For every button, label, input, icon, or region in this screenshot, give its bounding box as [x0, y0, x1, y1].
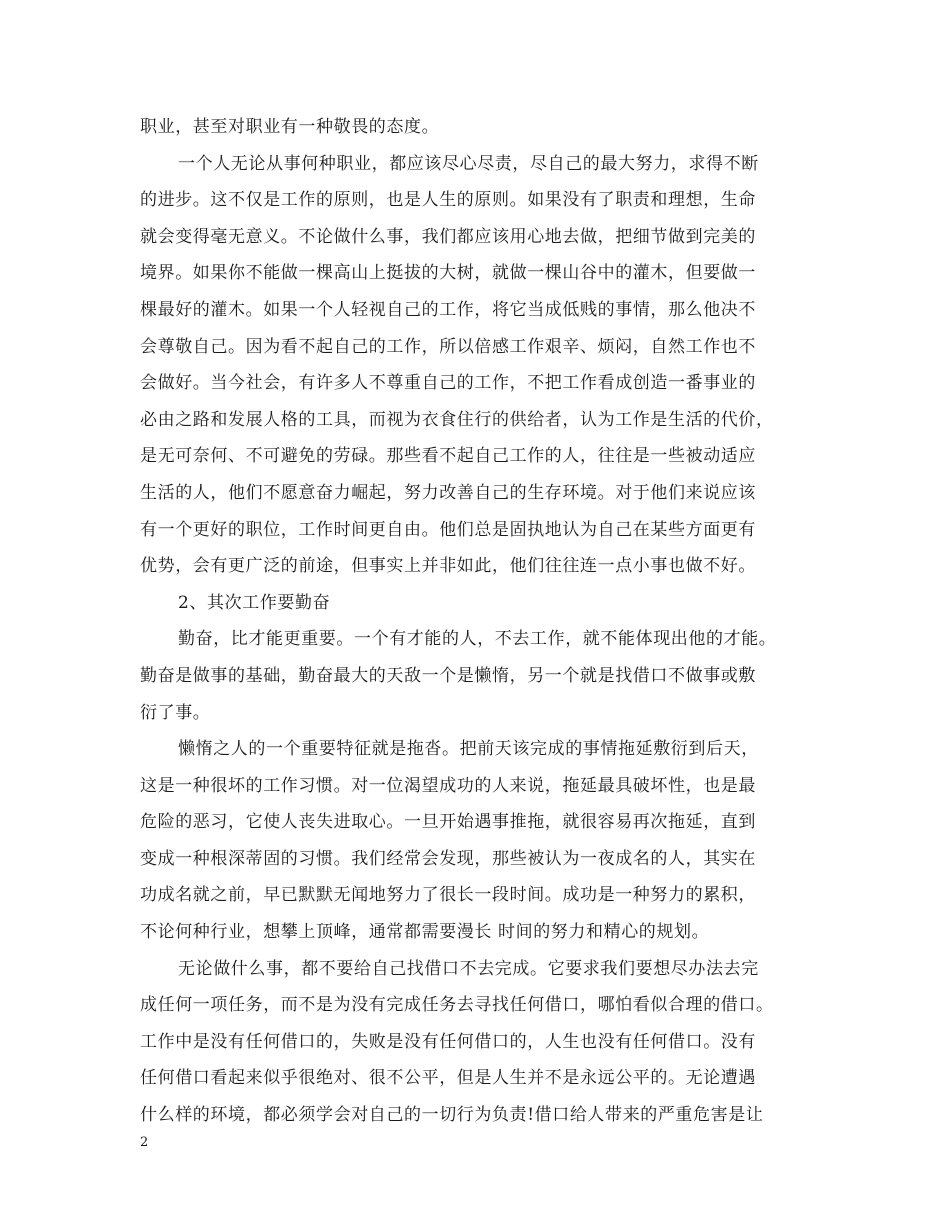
section-heading: 2、其次工作要勤奋	[178, 592, 331, 613]
text-line: 危险的恶习，它使人丧失进取心。一旦开始遇事推拖，就很容易再次拖延，直到	[140, 812, 756, 833]
paragraph-start: 勤奋，比才能更重要。一个有才能的人，不去工作，就不能体现出他的才能。	[178, 629, 777, 650]
text-line: 任何借口看起来似乎很绝对、很不公平，但是人生并不是永远公平的。无论遭遇	[140, 1068, 756, 1089]
text-line: 是无可奈何、不可避免的劳碌。那些看不起自己工作的人，往往是一些被动适应	[140, 446, 756, 467]
text-line: 工作中是没有任何借口的，失败是没有任何借口的，人生也没有任何借口。没有	[140, 1031, 756, 1052]
text-line: 变成一种根深蒂固的习惯。我们经常会发现，那些被认为一夜成名的人，其实在	[140, 848, 756, 869]
page-number: 2	[140, 1135, 149, 1150]
text-line: 成任何一项任务，而不是为没有完成任务去寻找任何借口，哪怕看似合理的借口。	[140, 995, 774, 1016]
text-line: 的进步。这不仅是工作的原则，也是人生的原则。如果没有了职责和理想，生命	[140, 190, 756, 211]
text-line: 不论何种行业，想攀上顶峰，通常都需要漫长 时间的努力和精心的规划。	[140, 922, 710, 943]
text-line: 有一个更好的职位，工作时间更自由。他们总是固执地认为自己在某些方面更有	[140, 519, 756, 540]
text-line: 优势，会有更广泛的前途，但事实上并非如此，他们往往连一点小事也做不好。	[140, 556, 756, 577]
text-line: 必由之路和发展人格的工具，而视为衣食住行的供给者，认为工作是生活的代价，	[140, 409, 774, 430]
text-line: 功成名就之前，早已默默无闻地努力了很长一段时间。成功是一种努力的累积，	[140, 885, 756, 906]
text-line: 职业，甚至对职业有一种敬畏的态度。	[140, 117, 440, 137]
text-line: 衍了事。	[140, 702, 211, 723]
text-line: 勤奋是做事的基础，勤奋最大的天敌一个是懒惰，另一个就是找借口不做事或敷	[140, 665, 756, 686]
text-line: 生活的人，他们不愿意奋力崛起，努力改善自己的生存环境。对于他们来说应该	[140, 482, 756, 503]
text-line: 境界。如果你不能做一棵高山上挺拔的大树，就做一棵山谷中的灌木，但要做一	[140, 263, 756, 284]
paragraph-start: 无论做什么事，都不要给自己找借口不去完成。它要求我们要想尽办法去完	[178, 958, 759, 979]
text-line: 会尊敬自己。因为看不起自己的工作，所以倍感工作艰辛、烦闷，自然工作也不	[140, 336, 756, 357]
text-line: 棵最好的灌木。如果一个人轻视自己的工作，将它当成低贱的事情，那么他决不	[140, 299, 756, 320]
paragraph-start: 懒惰之人的一个重要特征就是拖沓。把前天该完成的事情拖延敷衍到后天，	[178, 739, 759, 760]
text-line: 会做好。当今社会，有许多人不尊重自己的工作，不把工作看成创造一番事业的	[140, 373, 756, 394]
body-text	[140, 109, 820, 1134]
text-line: 这是一种很坏的工作习惯。对一位渴望成功的人来说，拖延最具破坏性，也是最	[140, 775, 756, 796]
paragraph-start: 一个人无论从事何种职业，都应该尽心尽责，尽自己的最大努力，求得不断	[178, 153, 759, 174]
text-line: 就会变得毫无意义。不论做什么事，我们都应该用心地去做，把细节做到完美的	[140, 226, 756, 247]
text-line: 什么样的环境，都必须学会对自己的一切行为负责!借口给人带来的严重危害是让	[140, 1105, 764, 1126]
